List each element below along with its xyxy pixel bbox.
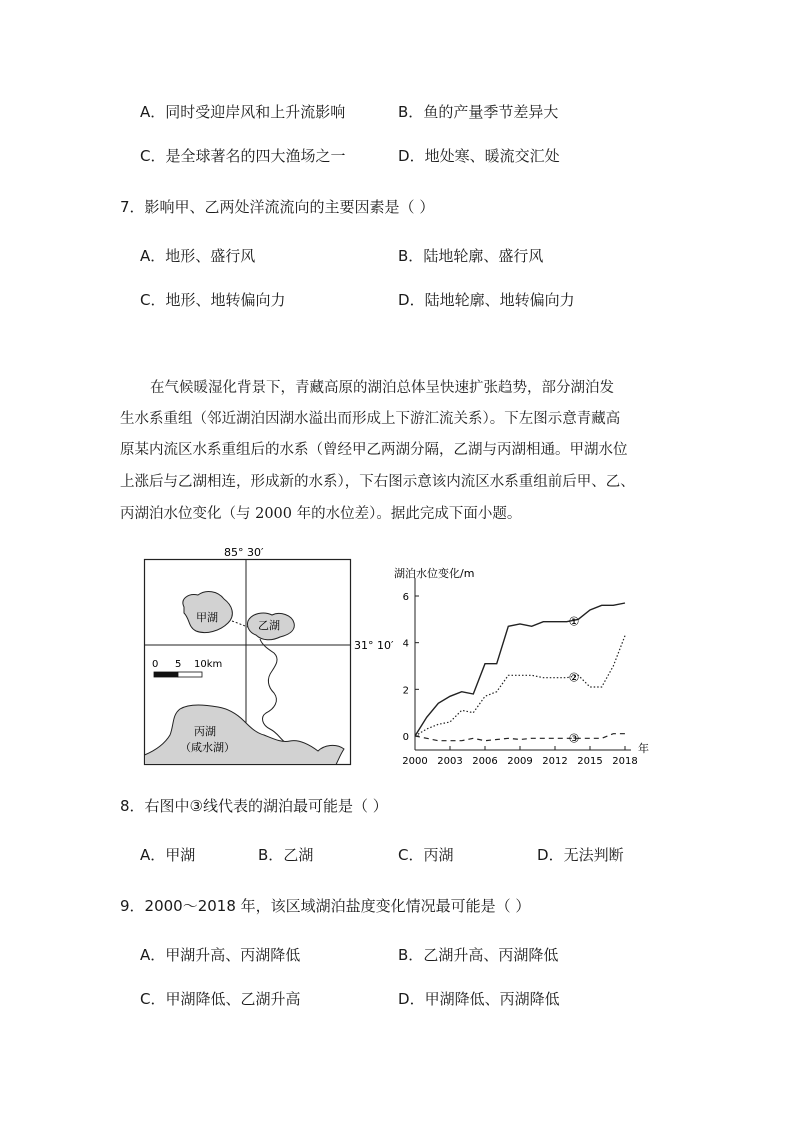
q7-option-a: A．地形、盛行风 (140, 247, 256, 265)
q9-option-d: D．甲湖降低、丙湖降低 (398, 990, 560, 1008)
q9-option-b: B．乙湖升高、丙湖降低 (398, 946, 559, 964)
q9-option-a: A．甲湖升高、丙湖降低 (140, 946, 301, 964)
q8-option-b: B．乙湖 (258, 846, 314, 864)
passage-line-2: 生水系重组（邻近湖泊因湖水溢出而形成上下游汇流关系）。下左图示意青藏高 (120, 411, 621, 427)
series-line-3 (415, 734, 625, 741)
y-axis-label: 湖泊水位变化/m (394, 567, 475, 580)
series-label-1: ① (568, 614, 580, 629)
q6-option-d: D．地处寒、暖流交汇处 (398, 147, 560, 165)
q7-option-c: C．地形、地转偏向力 (140, 291, 286, 309)
x-tick-label: 2006 (472, 756, 498, 767)
x-tick-label: 2003 (437, 756, 463, 767)
lake-jia-label: 甲湖 (196, 611, 218, 624)
passage-line-4: 上涨后与乙湖相连，形成新的水系），下右图示意该内流区水系重组前后甲、乙、 (120, 474, 635, 490)
q6-option-c: C．是全球著名的四大渔场之一 (140, 147, 346, 165)
lake-bing-note: （咸水湖） (180, 741, 235, 754)
q8-option-d: D．无法判断 (537, 846, 624, 864)
scale-end: 10km (194, 659, 223, 670)
q8-option-c: C．丙湖 (398, 846, 454, 864)
q9-option-c: C．甲湖降低、乙湖升高 (140, 990, 301, 1008)
x-axis-unit: 年 (638, 742, 649, 755)
y-tick-label: 6 (402, 592, 409, 603)
x-tick-label: 2018 (612, 756, 638, 767)
q8-stem: 8．右图中③线代表的湖泊最可能是（ ） (120, 797, 388, 815)
q6-option-b: B．鱼的产量季节差异大 (398, 103, 559, 121)
q7-option-b: B．陆地轮廓、盛行风 (398, 247, 544, 265)
x-tick-label: 2015 (577, 756, 603, 767)
latitude-label: 31° 10′ (354, 639, 394, 652)
series-label-3: ③ (568, 731, 580, 746)
y-tick-label: 4 (402, 638, 409, 650)
scale-mid: 5 (175, 659, 182, 670)
passage-line-5: 丙湖泊水位变化（与 2000 年的水位差）。据此完成下面小题。 (120, 506, 522, 522)
water-system-map (140, 545, 400, 770)
y-tick-label: 2 (402, 685, 409, 697)
circled-three: ③ (189, 797, 203, 815)
series-label-2: ② (568, 670, 580, 685)
series-line-1 (415, 603, 625, 736)
q7-option-d: D．陆地轮廓、地转偏向力 (398, 291, 575, 309)
q8-option-a: A．甲湖 (140, 846, 196, 864)
q9-stem: 9．2000～2018 年，该区域湖泊盐度变化情况最可能是（ ） (120, 897, 531, 915)
lake-yi-label: 乙湖 (258, 619, 280, 632)
passage-line-1: 在气候暖湿化背景下，青藏高原的湖泊总体呈快速扩张趋势，部分湖泊发 (150, 380, 614, 396)
x-tick-label: 2009 (507, 756, 533, 767)
lake-bing-label: 丙湖 (194, 725, 216, 738)
x-tick-label: 2000 (402, 756, 428, 767)
q7-stem: 7．影响甲、乙两处洋流流向的主要因素是（ ） (120, 198, 435, 216)
y-tick-label: 0 (402, 732, 409, 743)
q6-option-a: A．同时受迎岸风和上升流影响 (140, 103, 346, 121)
series-line-2 (415, 636, 625, 736)
scale-zero: 0 (152, 659, 159, 670)
x-tick-label: 2012 (542, 756, 568, 767)
passage-line-3: 原某内流区水系重组后的水系（曾经甲乙两湖分隔，乙湖与丙湖相通。甲湖水位 (120, 442, 628, 458)
longitude-label: 85° 30′ (224, 546, 264, 559)
water-level-chart (388, 560, 658, 767)
